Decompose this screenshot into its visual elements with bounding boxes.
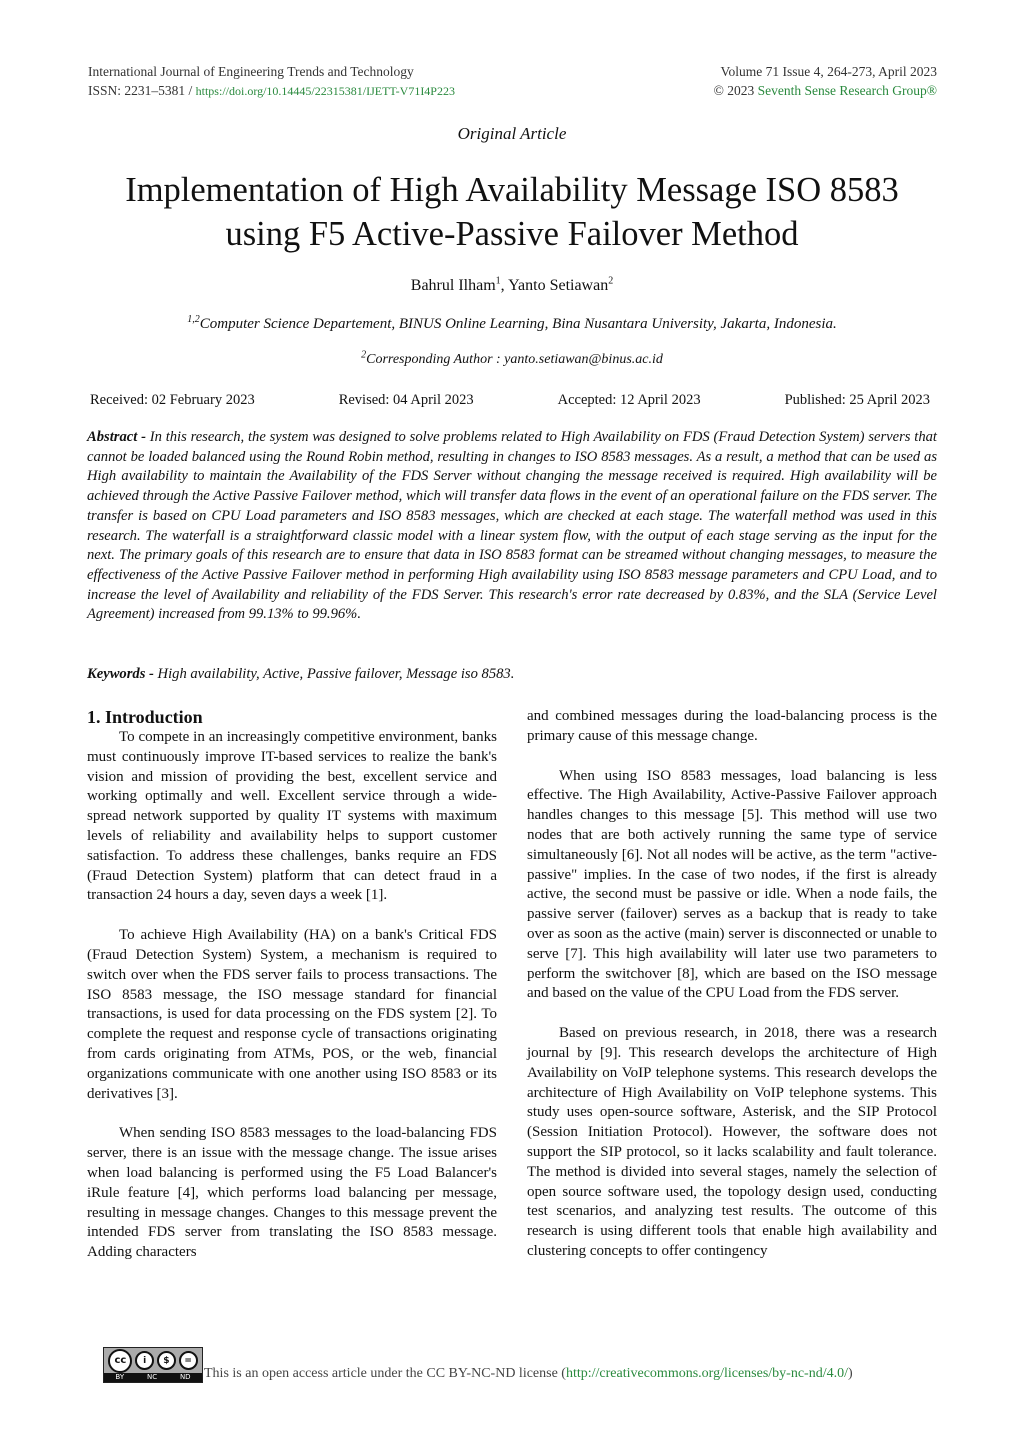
publisher-link[interactable]: Seventh Sense Research Group®: [757, 83, 937, 98]
license-suffix: ): [847, 1366, 853, 1381]
author-separator: ,: [500, 277, 509, 294]
license-text: [204, 1366, 853, 1383]
author-1-sup: 1: [495, 275, 501, 287]
corresponding-author: [0, 349, 1024, 368]
label-nc: NC: [146, 1373, 158, 1381]
header-right: [714, 62, 937, 100]
author-list: [0, 277, 1024, 295]
keywords: [87, 666, 937, 683]
corresponding-sup: 2: [361, 349, 367, 361]
abstract-label: Abstract -: [87, 429, 150, 445]
publication-dates: [90, 392, 930, 409]
paragraph: To achieve High Availability (HA) on a bank's Critical FDS (Fraud Detection System) System, a mechanism is required to switch over when the FDS server fails to process transactions. The ISO 8583 message, the ISO message standard for financial transactions, is used for data processing on the FDS system [2]. To complete the request and response cycle of transactions originating from cards originating from ATMs, POS, or the web, financial organizations communicate with one another using ISO 8583 or its derivatives [3].: [87, 927, 497, 1102]
paragraph: To compete in an increasingly competitive environment, banks must continuously improve IT-based services to realize the bank's vision and mission of providing the best, excellent service and working optimally and well. Excellent service through a wide-spread network supported by quality IT systems with maximum levels of reliability and availability helps to support customer satisfaction. To address these challenges, banks require an FDS (Fraud Detection System) platform that can detect fraud in a transaction 24 hours a day, seven days a week [1].: [87, 729, 497, 904]
date-revised: Revised: 04 April 2023: [338, 392, 474, 408]
journal-name: International Journal of Engineering Trends and Technology: [88, 64, 414, 79]
corresponding-text: Corresponding Author : yanto.setiawan@binus.ac.id: [366, 352, 663, 367]
header-left: [88, 62, 455, 101]
cc-labels: [104, 1373, 202, 1382]
copyright: © 2023: [713, 83, 758, 98]
license-url[interactable]: http://creativecommons.org/licenses/by-nc-nd/4.0/: [565, 1366, 848, 1381]
date-received: Received: 02 February 2023: [90, 392, 255, 408]
license-footer: [103, 1349, 853, 1383]
paragraph: Based on previous research, in 2018, there was a research journal by [9]. This research develops the architecture of High Availability on VoIP telephone systems. This research develops the architecture of High Availability on VoIP telephone systems. This study uses open-source software, Asterisk, and the SIP Protocol (Session Initiation Protocol). However, the software does not support the SIP protocol, so it lacks scalability and fault tolerance. The method is divided into several stages, namely the selection of open source software used, the topology design used, conducting test scenarios, and analyzing test results. The outcome of this research is using different tools that enable high availability and clustering concepts to offer contingency: [527, 1025, 937, 1259]
by-icon: i: [135, 1351, 154, 1370]
keywords-text: High availability, Active, Passive failover, Message iso 8583.: [157, 666, 515, 682]
author-2-sup: 2: [608, 275, 614, 287]
nc-icon: $: [157, 1351, 176, 1370]
left-column: [87, 706, 497, 1263]
author-2: Yanto Setiawan: [508, 277, 609, 294]
issn-line: [88, 81, 455, 101]
issn: ISSN: 2231–5381 /: [88, 83, 196, 98]
abstract: [87, 428, 937, 625]
paragraph: When using ISO 8583 messages, load balancing is less effective. The High Availability, Active-Passive Failover approach handles changes to this message [5]. This method will use two nodes that are both actively running the same type of service simultaneously [6]. Not all nodes will be active, as the term "active-passive" implies. In the case of two nodes, if the first is already active, the second must be passive or idle. When a node fails, the passive server (failover) serves as a backup that is ready to take over as soon as the active (main) server is disconnected or unable to serve [7]. This high availability will later use two parameters to perform the switchover [8], which are based on the ISO message and based on the value of the CPU Load from the FDS server.: [527, 767, 937, 1002]
affiliation-text: Computer Science Departement, BINUS Online Learning, Bina Nusantara University, Jakarta, Indonesia.: [199, 316, 837, 332]
copyright-line: [714, 81, 937, 100]
paragraph: When sending ISO 8583 messages to the load-balancing FDS server, there is an issue with the message change. The issue arises when load balancing is performed using the F5 Load Balancer's iRule feature [4], which performs load balancing per message, resulting in message changes. Changes to this message prevent the intended FDS server from translating the ISO 8583 message. Adding characters: [87, 1125, 497, 1261]
volume-info: Volume 71 Issue 4, 264-273, April 2023: [720, 64, 937, 79]
affiliation: [0, 316, 1024, 333]
paper-title: Implementation of High Availability Message ISO 8583 using F5 Active-Passive Failover Method: [125, 171, 899, 253]
label-by: BY: [115, 1373, 125, 1381]
paragraph: and combined messages during the load-balancing process is the primary cause of this message change.: [527, 708, 937, 744]
abstract-text: In this research, the system was designed to solve problems related to High Availability on FDS (Fraud Detection System) servers that cannot be loaded balanced using the Round Robin method, resulting in changes to ISO 8583 messages. As a result, a method that can be used as High availability to maintain the Availability of the FDS Server without changing the message received is required. High availability will be achieved through the Active Passive Failover method, which will transfer data flows in the event of an operational failure on the FDS server. The transfer is based on CPU Load parameters and ISO 8583 messages, which are checked at each stage. The waterfall method was used in this research. The waterfall is a straightforward classic model with a linear system flow, with the output of each stage serving as the input for the next. The primary goals of this research are to ensure that data in ISO 8583 format can be streamed without changing messages, to measure the effectiveness of the Active Passive Failover method in performing High availability using ISO 8583 message parameters and CPU Load, and to increase the level of Availability and reliability of the FDS Server. This research's error rate decreased by 0.83%, and the SLA (Service Level Agreement) increased from 99.13% to 99.96%.: [87, 429, 937, 623]
doi-link[interactable]: https://doi.org/10.14445/22315381/IJETT-V71I4P223: [195, 84, 455, 98]
license-prefix: This is an open access article under the CC BY-NC-ND license (: [204, 1366, 566, 1381]
label-nd: ND: [179, 1373, 191, 1381]
keywords-label: Keywords -: [87, 666, 158, 682]
date-accepted: Accepted: 12 April 2023: [557, 392, 701, 408]
date-published: Published: 25 April 2023: [784, 392, 930, 408]
affiliation-sup: 1,2: [187, 314, 200, 325]
author-1: Bahrul Ilham: [410, 277, 496, 294]
section-heading: 1. Introduction: [87, 707, 203, 727]
cc-by-nc-nd-badge[interactable]: [103, 1347, 203, 1383]
cc-icon: cc: [108, 1349, 132, 1373]
nd-icon: =: [179, 1351, 198, 1370]
right-column: [527, 707, 937, 1262]
article-type: Original Article: [457, 124, 567, 143]
